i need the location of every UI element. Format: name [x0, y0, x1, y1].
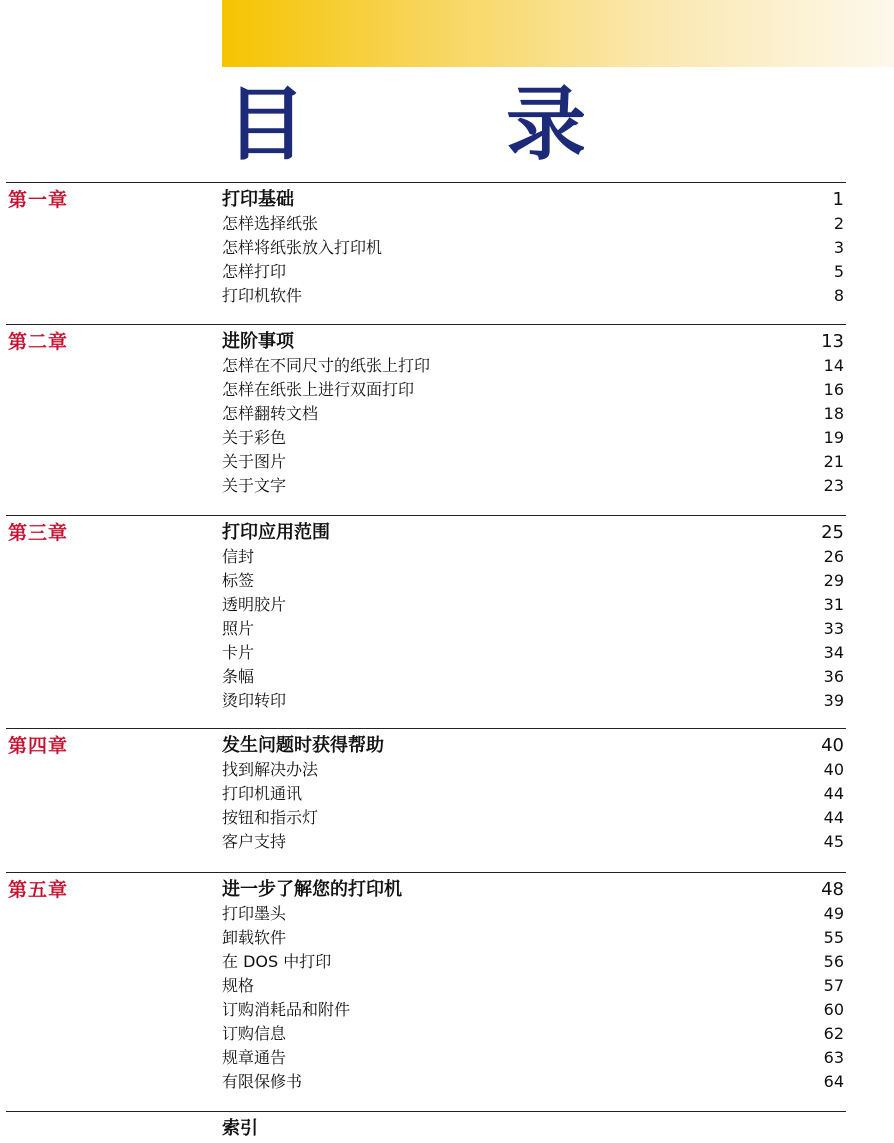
toc-entry-title: 怎样将纸张放入打印机: [222, 238, 383, 257]
toc-entry-page: 57: [823, 976, 844, 995]
toc-entry-title: 进阶事项: [222, 331, 294, 352]
toc-entry-title: 照片: [222, 619, 255, 638]
toc-entry-title: 关于图片: [222, 452, 287, 471]
toc-entry-title: 规章通告: [222, 1048, 287, 1067]
header-banner: [222, 0, 894, 67]
toc-chapter-heading[interactable]: [222, 1117, 844, 1141]
toc-entry-title: 有限保修书: [222, 1072, 303, 1091]
toc-entry-title: 标签: [222, 571, 255, 590]
toc-entry-title: 打印墨头: [222, 904, 287, 923]
toc-entry[interactable]: [222, 545, 844, 569]
toc-entry-title: 订购消耗品和附件: [222, 1000, 351, 1019]
toc-entry-page: 19: [823, 428, 844, 447]
toc-entry-title: 条幅: [222, 667, 255, 686]
toc-entry-page: 3: [833, 238, 844, 257]
toc-entry[interactable]: [222, 617, 844, 641]
toc-entry-page: 18: [823, 404, 844, 423]
toc-entry[interactable]: [222, 378, 844, 402]
toc-entry-page: 13: [821, 331, 844, 352]
toc-entry-page: 63: [823, 1048, 844, 1067]
toc-entry[interactable]: [222, 1046, 844, 1070]
toc-entry[interactable]: [222, 758, 844, 782]
toc-chapter-heading[interactable]: [222, 734, 844, 758]
chapter-divider: [6, 872, 846, 873]
chapter-divider: [6, 182, 846, 183]
toc-entry-page: 45: [823, 832, 844, 851]
page-title-char-2: 录: [506, 78, 586, 171]
chapter-divider: [6, 324, 846, 325]
chapter-label: 第一章: [8, 189, 69, 211]
toc-entry[interactable]: [222, 354, 844, 378]
toc-entry-title: 卡片: [222, 643, 255, 662]
toc-entry-title: 订购信息: [222, 1024, 287, 1043]
toc-entry-page: 14: [823, 356, 844, 375]
toc-entry[interactable]: [222, 950, 844, 974]
toc-entry-title: 进一步了解您的打印机: [222, 879, 402, 900]
toc-entry-title: 打印机通讯: [222, 784, 303, 803]
chapter-label: 第三章: [8, 522, 69, 544]
toc-entry-page: 1: [832, 189, 844, 210]
toc-entry-title: 透明胶片: [222, 595, 287, 614]
toc-entry-title: 打印应用范围: [222, 522, 330, 543]
toc-entry-page: 40: [823, 760, 844, 779]
toc-entry-page: 2: [833, 214, 844, 233]
toc-entry-page: 60: [823, 1000, 844, 1019]
toc-entry-title: 客户支持: [222, 832, 287, 851]
toc-entry-title: 烫印转印: [222, 691, 287, 710]
toc-entry[interactable]: [222, 998, 844, 1022]
toc-entry-page: 5: [833, 262, 844, 281]
toc-entry-title: 信封: [222, 547, 255, 566]
toc-entry-page: 48: [821, 879, 844, 900]
toc-entry[interactable]: [222, 641, 844, 665]
toc-entry[interactable]: [222, 830, 844, 854]
toc-entry-title: 规格: [222, 976, 255, 995]
toc-entry[interactable]: [222, 806, 844, 830]
toc-entry-page: 39: [823, 691, 844, 710]
toc-entry[interactable]: [222, 902, 844, 926]
toc-entry-page: 64: [823, 1072, 844, 1091]
toc-entry-page: 16: [823, 380, 844, 399]
chapter-divider: [6, 728, 846, 729]
toc-entry-page: 31: [823, 595, 844, 614]
toc-entry-title: 关于彩色: [222, 428, 287, 447]
toc-chapter-heading[interactable]: [222, 878, 844, 902]
toc-entry-title: 打印机软件: [222, 286, 303, 305]
toc-entry-title: 卸载软件: [222, 928, 287, 947]
toc-entry-title: 索引: [222, 1118, 258, 1139]
toc-entry-page: 36: [823, 667, 844, 686]
toc-entry[interactable]: [222, 689, 844, 713]
toc-entry-page: 26: [823, 547, 844, 566]
toc-entry-page: 29: [823, 571, 844, 590]
toc-entry-page: 8: [833, 286, 844, 305]
toc-entry-title: 找到解决办法: [222, 760, 319, 779]
toc-entry[interactable]: [222, 426, 844, 450]
toc-entry-page: 56: [823, 952, 844, 971]
toc-entry[interactable]: [222, 402, 844, 426]
toc-entry-title: 怎样打印: [222, 262, 287, 281]
toc-entry[interactable]: [222, 926, 844, 950]
toc-entry-page: 44: [823, 784, 844, 803]
page-title-char-1: 目: [226, 78, 306, 171]
toc-entry-page: 40: [821, 735, 844, 756]
toc-entry[interactable]: [222, 665, 844, 689]
toc-entry-page: 23: [823, 476, 844, 495]
toc-entry-title: 怎样在纸张上进行双面打印: [222, 380, 415, 399]
toc-entry[interactable]: [222, 1070, 844, 1094]
toc-entry[interactable]: [222, 212, 844, 236]
page-title: [222, 80, 622, 170]
toc-entry-page: 44: [823, 808, 844, 827]
toc-chapter-heading[interactable]: [222, 521, 844, 545]
toc-entry-page: 33: [823, 619, 844, 638]
toc-entry-title: 按钮和指示灯: [222, 808, 319, 827]
toc-entry-page: 25: [821, 522, 844, 543]
toc-entry[interactable]: [222, 569, 844, 593]
toc-entry-page: 62: [823, 1024, 844, 1043]
toc-entry-page: 55: [823, 928, 844, 947]
toc-entry-title: 怎样翻转文档: [222, 404, 319, 423]
toc-entry-title: 在 DOS 中打印: [222, 952, 332, 971]
toc-entry-page: 34: [823, 643, 844, 662]
toc-entry[interactable]: [222, 974, 844, 998]
toc-chapter-heading[interactable]: [222, 330, 844, 354]
chapter-label: 第二章: [8, 331, 69, 353]
chapter-divider: [6, 1111, 846, 1112]
chapter-divider: [6, 515, 846, 516]
toc-entry[interactable]: [222, 260, 844, 284]
toc-entry-title: 怎样在不同尺寸的纸张上打印: [222, 356, 431, 375]
chapter-label: 第四章: [8, 735, 69, 757]
chapter-label: 第五章: [8, 879, 69, 901]
toc-entry[interactable]: [222, 593, 844, 617]
toc-entry-page: 21: [823, 452, 844, 471]
toc-entry[interactable]: [222, 236, 844, 260]
toc-entry[interactable]: [222, 782, 844, 806]
toc-entry-title: 打印基础: [222, 189, 294, 210]
toc-chapter-heading[interactable]: [222, 188, 844, 212]
toc-entry-page: 49: [823, 904, 844, 923]
toc-entry-title: 发生问题时获得帮助: [222, 735, 384, 756]
toc-entry[interactable]: [222, 450, 844, 474]
toc-entry[interactable]: [222, 474, 844, 498]
toc-entry[interactable]: [222, 284, 844, 308]
toc-entry-title: 怎样选择纸张: [222, 214, 319, 233]
toc-entry[interactable]: [222, 1022, 844, 1046]
toc-entry-title: 关于文字: [222, 476, 287, 495]
